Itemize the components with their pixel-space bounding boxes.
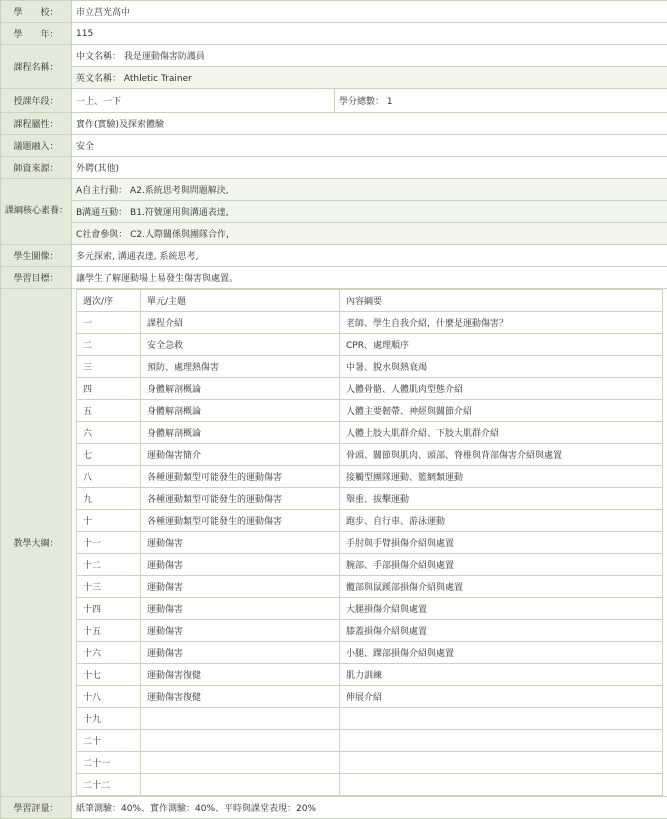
outline-week: 十二 <box>77 554 141 576</box>
outline-content: 骨頭、關節與肌肉、頭部、脊椎與背部傷害介紹與處置 <box>340 444 663 466</box>
outline-unit: 運動傷害 <box>141 598 340 620</box>
outline-week: 六 <box>77 422 141 444</box>
outline-week: 二 <box>77 334 141 356</box>
outline-week: 十四 <box>77 598 141 620</box>
core-item: B溝通互動： B1.符號運用與溝通表達, <box>72 201 667 223</box>
outline-row <box>77 356 663 378</box>
outline-row <box>77 422 663 444</box>
outline-week: 十 <box>77 510 141 532</box>
outline-unit: 運動傷害復健 <box>141 664 340 686</box>
outline-row <box>77 466 663 488</box>
core-label: 課綱核心素養： <box>1 179 72 245</box>
outline-unit: 各種運動類型可能發生的運動傷害 <box>141 510 340 532</box>
outline-unit: 運動傷害 <box>141 576 340 598</box>
outline-body <box>77 312 663 796</box>
assessment-label: 學習評量： <box>1 797 72 819</box>
year-value: 115 <box>72 23 667 45</box>
outline-week: 四 <box>77 378 141 400</box>
outline-unit <box>141 730 340 752</box>
outline-week: 二十 <box>77 730 141 752</box>
outline-header-row <box>77 290 663 312</box>
outline-row <box>77 444 663 466</box>
outline-week: 十八 <box>77 686 141 708</box>
grade-label: 授課年段： <box>1 89 72 113</box>
attribute-label: 課程屬性： <box>1 113 72 135</box>
outline-row <box>77 598 663 620</box>
outline-unit: 運動傷害簡介 <box>141 444 340 466</box>
outline-week: 八 <box>77 466 141 488</box>
issue-label: 議題融入： <box>1 135 72 157</box>
course-name-zh: 中文名稱： 我是運動傷害防護員 <box>72 45 667 67</box>
core-item: C社會參與： C2.人際關係與團隊合作, <box>72 223 667 245</box>
outline-week: 二十二 <box>77 774 141 796</box>
outline-content: 老師、學生自我介紹，什麼是運動傷害？ <box>340 312 663 334</box>
student-image-value: 多元探索, 溝通表達, 系統思考, <box>72 245 667 267</box>
outline-content: 跑步、自行車、游泳運動 <box>340 510 663 532</box>
assessment-value: 紙筆測驗：40%、實作測驗：40%、平時與課堂表現：20% <box>72 797 667 819</box>
outline-content: 人體主要韌帶、神經與關節介紹 <box>340 400 663 422</box>
outline-content: 舉重、拔擊運動 <box>340 488 663 510</box>
grade-value: 一上、一下 <box>72 89 335 113</box>
outline-content: 人體上肢大肌群介紹、下肢大肌群介紹 <box>340 422 663 444</box>
outline-row <box>77 620 663 642</box>
outline-week: 七 <box>77 444 141 466</box>
goal-label: 學習目標： <box>1 267 72 289</box>
outline-unit: 運動傷害 <box>141 532 340 554</box>
credits-value: 學分總數： 1 <box>335 89 667 113</box>
outline-unit: 課程介紹 <box>141 312 340 334</box>
outline-header-unit: 單元/主題 <box>141 290 340 312</box>
teacher-value: 外聘(其他) <box>72 157 667 179</box>
issue-value: 安全 <box>72 135 667 157</box>
outline-week: 二十一 <box>77 752 141 774</box>
outline-week: 五 <box>77 400 141 422</box>
outline-content: 膝蓋損傷介紹與處置 <box>340 620 663 642</box>
outline-row <box>77 708 663 730</box>
outline-unit: 身體解剖概論 <box>141 378 340 400</box>
outline-unit: 運動傷害 <box>141 554 340 576</box>
outline-week: 十三 <box>77 576 141 598</box>
outline-week: 九 <box>77 488 141 510</box>
outline-content: 接觸型團隊運動、籃網類運動 <box>340 466 663 488</box>
outline-content <box>340 708 663 730</box>
outline-week: 十七 <box>77 664 141 686</box>
outline-content: 中暑、脫水與熱衰竭 <box>340 356 663 378</box>
outline-week: 十五 <box>77 620 141 642</box>
outline-content: 大腿損傷介紹與處置 <box>340 598 663 620</box>
outline-content: 腕部、手部損傷介紹與處置 <box>340 554 663 576</box>
outline-row <box>77 378 663 400</box>
outline-unit <box>141 774 340 796</box>
outline-row <box>77 510 663 532</box>
course-name-en: 英文名稱： Athletic Trainer <box>72 67 667 89</box>
outline-row <box>77 554 663 576</box>
outline-week: 三 <box>77 356 141 378</box>
outline-row <box>77 664 663 686</box>
outline-week: 十六 <box>77 642 141 664</box>
outline-row <box>77 752 663 774</box>
outline-unit: 身體解剖概論 <box>141 422 340 444</box>
outline-row <box>77 774 663 796</box>
outline-unit: 各種運動類型可能發生的運動傷害 <box>141 488 340 510</box>
outline-unit: 運動傷害 <box>141 642 340 664</box>
outline-week: 十九 <box>77 708 141 730</box>
outline-content <box>340 752 663 774</box>
core-item: A自主行動： A2.系統思考與問題解決, <box>72 179 667 201</box>
school-value: 市立莒光高中 <box>72 1 667 23</box>
outline-content: 小腿、踝部損傷介紹與處置 <box>340 642 663 664</box>
outline-unit <box>141 752 340 774</box>
outline-cell <box>72 289 667 797</box>
outline-row <box>77 334 663 356</box>
outline-content: 手肘與手臂損傷介紹與處置 <box>340 532 663 554</box>
outline-row <box>77 488 663 510</box>
outline-content: 肌力訓練 <box>340 664 663 686</box>
teacher-label: 師資來源： <box>1 157 72 179</box>
outline-content <box>340 774 663 796</box>
school-label: 學 校： <box>1 1 72 23</box>
outline-unit: 預防、處理熱傷害 <box>141 356 340 378</box>
goal-value: 讓學生了解運動場上易發生傷害與處置。 <box>72 267 667 289</box>
outline-content: 伸展介紹 <box>340 686 663 708</box>
outline-content: CPR、處理順序 <box>340 334 663 356</box>
outline-row <box>77 642 663 664</box>
student-image-label: 學生圖像： <box>1 245 72 267</box>
outline-content: 髖部與鼠蹊部損傷介紹與處置 <box>340 576 663 598</box>
outline-unit <box>141 708 340 730</box>
outline-content <box>340 730 663 752</box>
outline-row <box>77 730 663 752</box>
outline-header-week: 週次/序 <box>77 290 141 312</box>
outline-header-content: 內容綱要 <box>340 290 663 312</box>
outline-row <box>77 400 663 422</box>
outline-table <box>76 289 663 796</box>
outline-content: 人體骨骼、人體肌肉型態介紹 <box>340 378 663 400</box>
outline-unit: 各種運動類型可能發生的運動傷害 <box>141 466 340 488</box>
outline-week: 一 <box>77 312 141 334</box>
outline-unit: 運動傷害復健 <box>141 686 340 708</box>
outline-row <box>77 532 663 554</box>
outline-unit: 運動傷害 <box>141 620 340 642</box>
outline-label: 教學大綱： <box>1 289 72 797</box>
course-name-label: 課程名稱： <box>1 45 72 89</box>
outline-row <box>77 686 663 708</box>
outline-unit: 身體解剖概論 <box>141 400 340 422</box>
outline-unit: 安全急救 <box>141 334 340 356</box>
outline-week: 十一 <box>77 532 141 554</box>
year-label: 學 年： <box>1 23 72 45</box>
outline-row <box>77 576 663 598</box>
attribute-value: 實作(實驗)及探索體驗 <box>72 113 667 135</box>
outline-row <box>77 312 663 334</box>
